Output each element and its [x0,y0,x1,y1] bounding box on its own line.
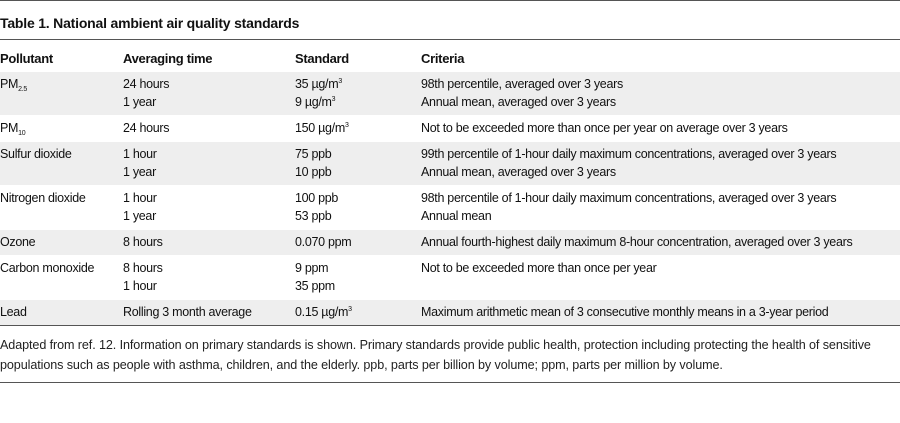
standard-cell [295,300,421,326]
pollutant-cell [0,142,123,186]
standard-cell [295,230,421,256]
pollutant-cell [0,72,123,116]
pollutant-name: Nitrogen dioxide [0,191,86,205]
table-row-pm10 [0,116,900,142]
table-row-ozone [0,230,900,256]
criteria-cell [421,116,900,142]
averaging-time-cell [123,300,295,326]
table-footnote: Adapted from ref. 12. Information on primary standards is shown. Primary standards provide public health, protection including protecting the health of sensitive populations such as people with asthma, children, and the elderly. ppb, parts per billion by volume; ppm, parts per million by volume. [0,338,871,372]
criteria-cell [421,142,900,186]
header-criteria: Criteria [421,51,465,66]
standard-value: 35 ppm [295,279,335,293]
standard-value: 10 ppb [295,165,332,179]
air-quality-table [0,40,900,325]
averaging-time-cell [123,142,295,186]
standard-cell [295,116,421,142]
averaging-time: 24 hours [123,77,170,91]
bottom-rule [0,382,900,383]
averaging-time-cell [123,186,295,230]
pollutant-cell [0,116,123,142]
table-row-sulfur-dioxide [0,142,900,186]
standard-value: 35 $\mu g/m^3$ [295,77,342,91]
table-row-nitrogen-dioxide [0,186,900,230]
pollutant-subscript: 10 [18,130,26,137]
pollutant-subscript: 2.5 [18,86,27,93]
criteria-cell [421,230,900,256]
header-averaging-time: Averaging time [123,51,213,66]
averaging-time-cell [123,72,295,116]
criteria-text: 99th percentile of 1-hour daily maximum concentrations, averaged over 3 years [421,147,837,161]
averaging-time-cell [123,116,295,142]
pollutant-name: PM [0,77,19,91]
averaging-time: 1 year [123,165,156,179]
averaging-time: Rolling 3 month average [123,305,252,319]
averaging-time: 8 hours [123,235,163,249]
pollutant-cell [0,186,123,230]
averaging-time: 1 year [123,209,156,223]
table-title: Table 1. National ambient air quality standards [0,15,300,31]
averaging-time: 8 hours [123,261,163,275]
criteria-cell [421,256,900,300]
criteria-text: 98th percentile, averaged over 3 years [421,77,623,91]
pollutant-cell [0,256,123,300]
criteria-cell [421,186,900,230]
header-standard: Standard [295,51,349,66]
criteria-text: Maximum arithmetic mean of 3 consecutive monthly means in a 3-year period [421,305,829,319]
pollutant-name: Carbon monoxide [0,261,95,275]
header-pollutant: Pollutant [0,51,53,66]
standard-value: 9 ppm [295,261,329,275]
averaging-time-cell [123,256,295,300]
standard-cell [295,256,421,300]
standard-value: 75 ppb [295,147,332,161]
pollutant-name: Sulfur dioxide [0,147,72,161]
criteria-cell [421,72,900,116]
criteria-text: 98th percentile of 1-hour daily maximum concentrations, averaged over 3 years [421,191,837,205]
standard-value: 150 $\mu g/m^3$ [295,121,349,135]
averaging-time-cell [123,230,295,256]
standard-cell [295,186,421,230]
criteria-text: Annual fourth-highest daily maximum 8-hour concentration, averaged over 3 years [421,235,853,249]
averaging-time: 1 hour [123,147,157,161]
table-row-lead [0,300,900,326]
pollutant-cell [0,230,123,256]
pollutant-name: Ozone [0,235,36,249]
criteria-text: Annual mean [421,209,492,223]
standard-cell [295,142,421,186]
standard-value: 0.070 ppm [295,235,352,249]
pollutant-cell [0,300,123,326]
standard-cell [295,72,421,116]
criteria-text: Annual mean, averaged over 3 years [421,165,616,179]
standard-value: 100 ppb [295,191,339,205]
criteria-text: Annual mean, averaged over 3 years [421,95,616,109]
averaging-time: 1 hour [123,191,157,205]
table-row-carbon-monoxide [0,256,900,300]
standard-value: 0.15 $\mu g/m^3$ [295,305,352,319]
criteria-text: Not to be exceeded more than once per year [421,261,657,275]
criteria-cell [421,300,900,326]
pollutant-name: Lead [0,305,27,319]
averaging-time: 1 hour [123,279,157,293]
standard-value: 9 $\mu g/m^3$ [295,95,336,109]
averaging-time: 1 year [123,95,156,109]
pollutant-name: PM [0,121,19,135]
averaging-time: 24 hours [123,121,170,135]
table-row-pm25 [0,72,900,116]
criteria-text: Not to be exceeded more than once per year on average over 3 years [421,121,788,135]
standard-value: 53 ppb [295,209,332,223]
header-row [0,40,900,72]
